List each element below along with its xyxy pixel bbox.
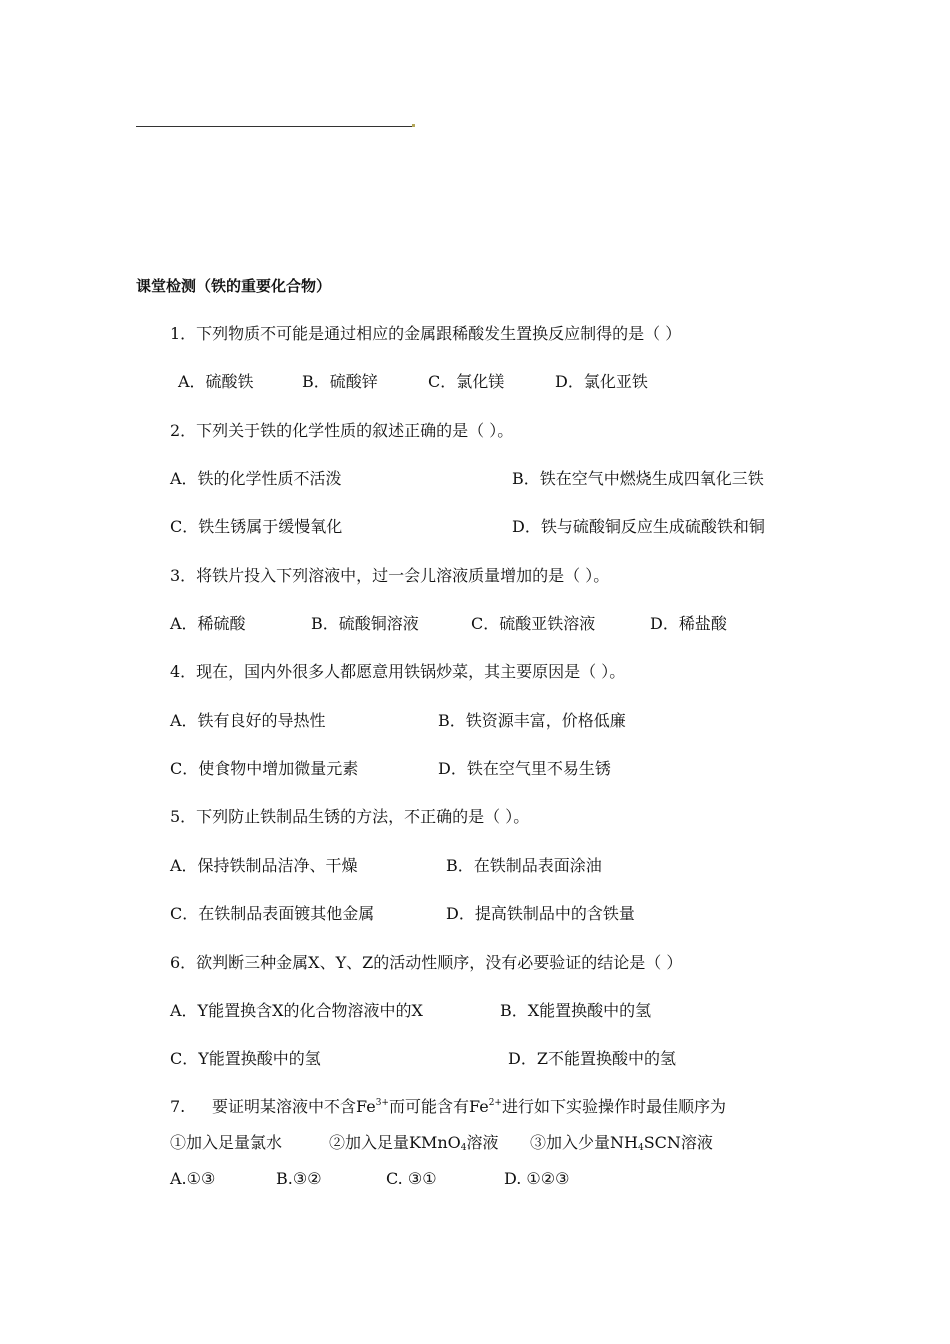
header-rule (136, 126, 412, 127)
question-1-stem: 1．下列物质不可能是通过相应的金属跟稀酸发生置换反应制得的是（ ） (170, 324, 682, 343)
question-2-option-a: A．铁的化学性质不活泼 (170, 469, 342, 488)
question-7-option-b: B.③② (276, 1169, 322, 1188)
question-7-option-c: C. ③① (386, 1169, 437, 1188)
question-2-stem: 2．下列关于铁的化学性质的叙述正确的是（ ）。 (170, 421, 514, 440)
question-7-operation-2: ②加入足量KMnO$_4$溶液 (329, 1133, 499, 1153)
question-4-option-c: C．使食物中增加微量元素 (170, 759, 359, 778)
question-6-option-b: B．X能置换酸中的氢 (500, 1001, 652, 1020)
question-6-option-a: A．Y能置换含X的化合物溶液中的X (170, 1001, 423, 1020)
question-5-option-c: C．在铁制品表面镀其他金属 (170, 904, 375, 923)
header-rule-mark (412, 124, 415, 127)
question-4-option-b: B．铁资源丰富，价格低廉 (438, 711, 626, 730)
question-6-option-c: C．Y能置换酸中的氢 (170, 1049, 321, 1068)
question-6-option-d: D．Z不能置换酸中的氢 (508, 1049, 676, 1068)
question-3-option-c: C．硫酸亚铁溶液 (471, 614, 596, 633)
question-2-option-d: D．铁与硫酸铜反应生成硫酸铁和铜 (512, 517, 765, 536)
question-5-option-b: B．在铁制品表面涂油 (446, 856, 602, 875)
question-3-option-a: A．稀硫酸 (170, 614, 246, 633)
question-3-option-b: B．硫酸铜溶液 (311, 614, 419, 633)
question-2-option-b: B．铁在空气中燃烧生成四氧化三铁 (512, 469, 764, 488)
question-7-operation-1: ①加入足量氯水 (170, 1133, 283, 1152)
question-1-option-d: D．氯化亚铁 (555, 372, 648, 391)
question-3-option-d: D．稀盐酸 (650, 614, 727, 633)
question-6-stem: 6．欲判断三种金属X、Y、Z的活动性顺序，没有必要验证的结论是（ ） (170, 953, 683, 972)
question-4-option-a: A．铁有良好的导热性 (170, 711, 326, 730)
question-2-option-c: C．铁生锈属于缓慢氧化 (170, 517, 343, 536)
question-4-option-d: D．铁在空气里不易生锈 (438, 759, 611, 778)
question-7-stem: 要证明某溶液中不含$Fe^{3+}$而可能含有$Fe^{2+}$进行如下实验操作时最佳顺序为 (212, 1097, 726, 1116)
question-3-stem: 3．将铁片投入下列溶液中，过一会儿溶液质量增加的是（ ）。 (170, 566, 610, 585)
question-1-option-b: B．硫酸锌 (302, 372, 378, 391)
question-5-stem: 5．下列防止铁制品生锈的方法，不正确的是（ ）。 (170, 807, 530, 826)
question-7-number: 7. (170, 1097, 186, 1116)
question-5-option-d: D．提高铁制品中的含铁量 (446, 904, 635, 923)
question-7-operation-3: ③加入少量$NH_4SCN$溶液 (530, 1133, 713, 1153)
question-7-option-a: A.①③ (170, 1169, 216, 1188)
question-1-option-a: A．硫酸铁 (178, 372, 254, 391)
section-title: 课堂检测（铁的重要化合物） (136, 277, 332, 295)
question-5-option-a: A．保持铁制品洁净、干燥 (170, 856, 358, 875)
question-4-stem: 4．现在，国内外很多人都愿意用铁锅炒菜，其主要原因是（ ）。 (170, 662, 626, 681)
question-1-option-c: C．氯化镁 (428, 372, 505, 391)
question-7-option-d: D. ①②③ (504, 1169, 570, 1188)
